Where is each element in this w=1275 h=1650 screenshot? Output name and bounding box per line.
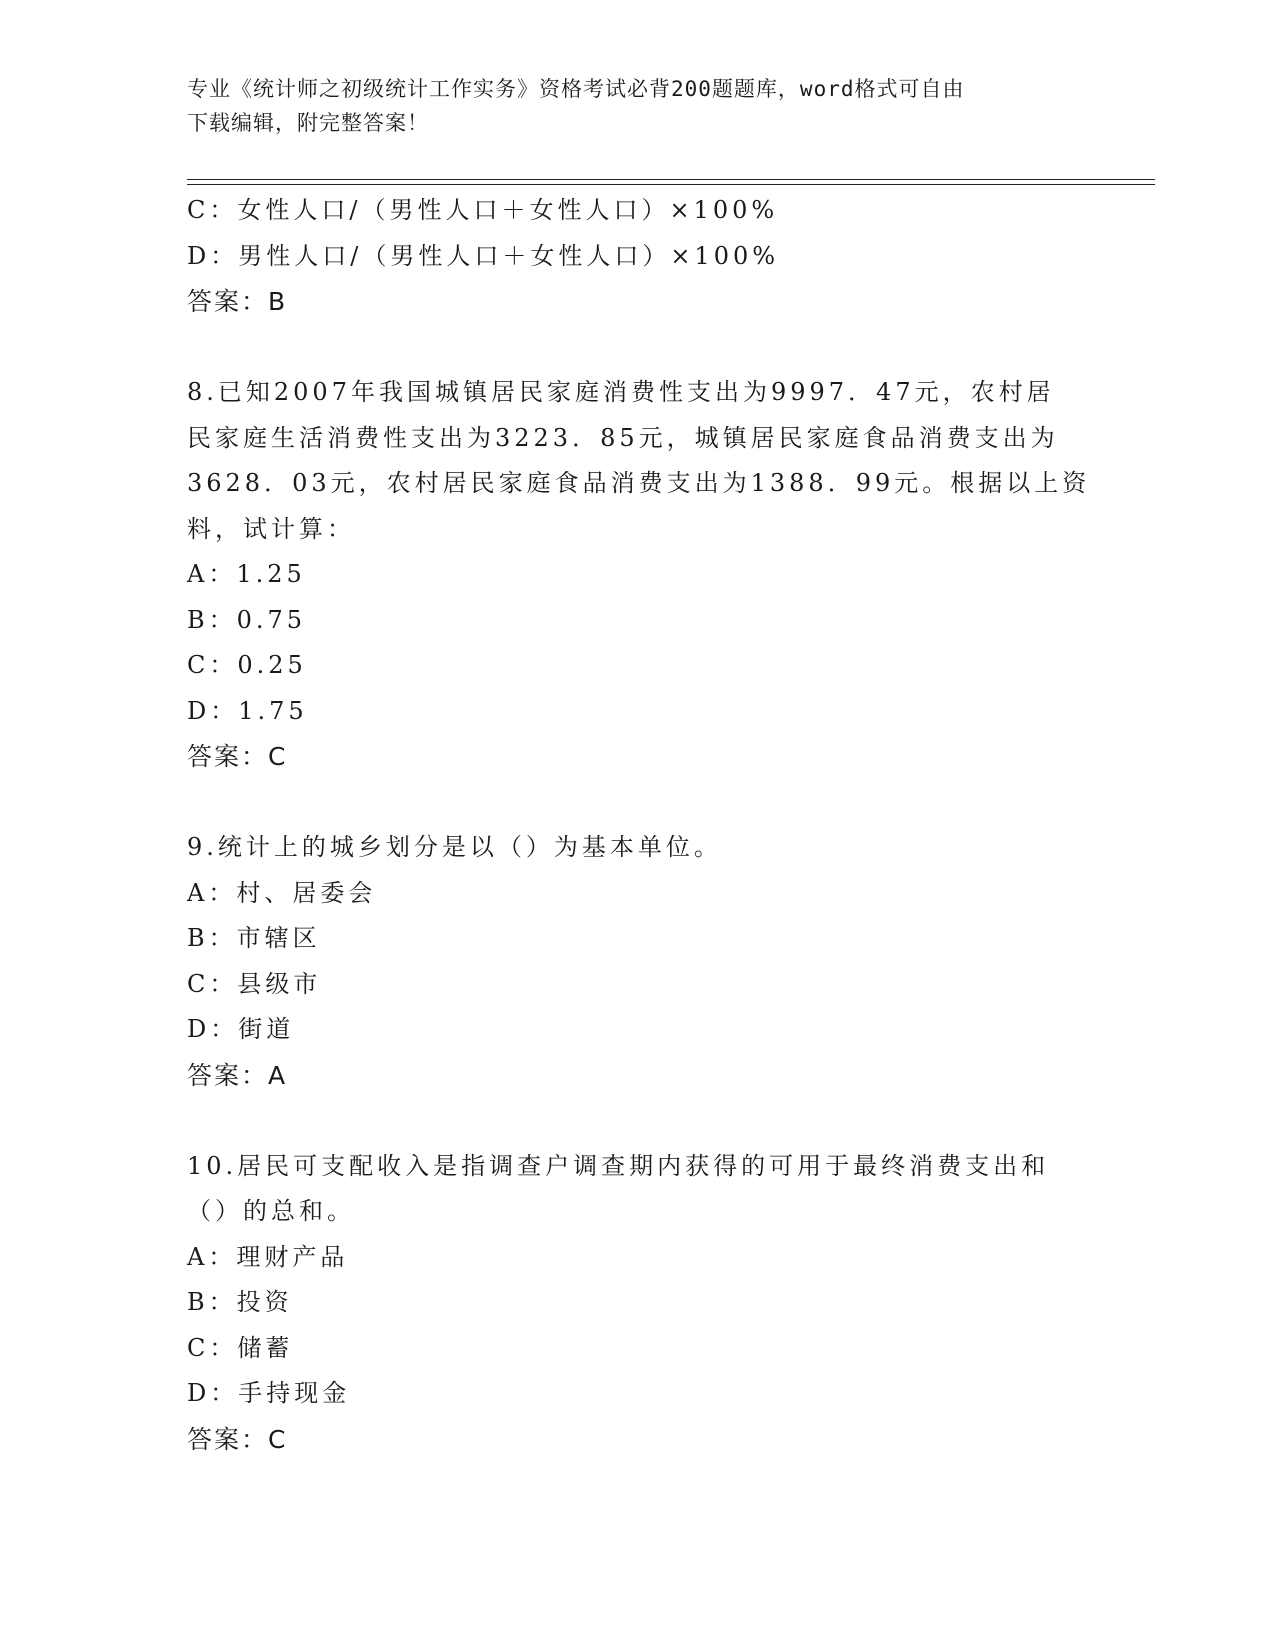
block-spacer <box>187 325 1087 371</box>
document-header <box>187 72 1067 140</box>
question-text-line: 8.已知2007年我国城镇居民家庭消费性支出为9997．47元，农村居 <box>187 378 1055 406</box>
option-a: A：村、居委会 <box>187 878 377 907</box>
answer-line: 答案：C <box>187 742 288 771</box>
option-d: D：1.75 <box>187 696 308 725</box>
header-line-2: 下载编辑，附完整答案！ <box>187 111 429 135</box>
question-block-9 <box>187 825 1087 1098</box>
option-d: D：男性人口/（男性人口＋女性人口）×100% <box>187 241 780 270</box>
option-a: A：1.25 <box>187 560 306 588</box>
option-c: C：0.25 <box>187 651 307 679</box>
option-a: A：理财产品 <box>187 1242 349 1271</box>
answer-line: 答案：B <box>187 287 288 316</box>
option-c: C：县级市 <box>187 969 322 998</box>
question-text-line: 3628．03元，农村居民家庭食品消费支出为1388．99元。根据以上资 <box>187 469 1091 497</box>
option-d: D：手持现金 <box>187 1379 351 1407</box>
header-divider-bottom <box>187 184 1155 185</box>
block-spacer <box>187 1098 1087 1144</box>
header-divider-top <box>187 179 1155 180</box>
answer-line: 答案：A <box>187 1060 288 1090</box>
option-c: C：女性人口/（男性人口＋女性人口）×100% <box>187 196 779 224</box>
question-block-8 <box>187 370 1091 780</box>
question-text-line: 料，试计算： <box>187 514 355 543</box>
question-list <box>187 188 1091 1462</box>
option-b: B：市辖区 <box>187 924 321 952</box>
option-b: B：投资 <box>187 1288 293 1316</box>
question-block-7 <box>187 188 1087 325</box>
option-b: B：0.75 <box>187 605 307 634</box>
question-text-line: （）的总和。 <box>187 1197 355 1225</box>
question-block-10 <box>187 1144 1087 1463</box>
question-text-line: 民家庭生活消费性支出为3223．85元，城镇居民家庭食品消费支出为 <box>187 423 1059 452</box>
option-d: D：街道 <box>187 1015 295 1043</box>
option-c: C：储蓄 <box>187 1333 294 1362</box>
header-line-1: 专业《统计师之初级统计工作实务》资格考试必背200题题库，word格式可自由 <box>187 77 965 101</box>
answer-line: 答案：C <box>187 1424 288 1454</box>
question-text-line: 9.统计上的城乡划分是以（）为基本单位。 <box>187 833 722 861</box>
block-spacer <box>187 780 1087 826</box>
question-text-line: 10.居民可支配收入是指调查户调查期内获得的可用于最终消费支出和 <box>187 1151 1050 1180</box>
